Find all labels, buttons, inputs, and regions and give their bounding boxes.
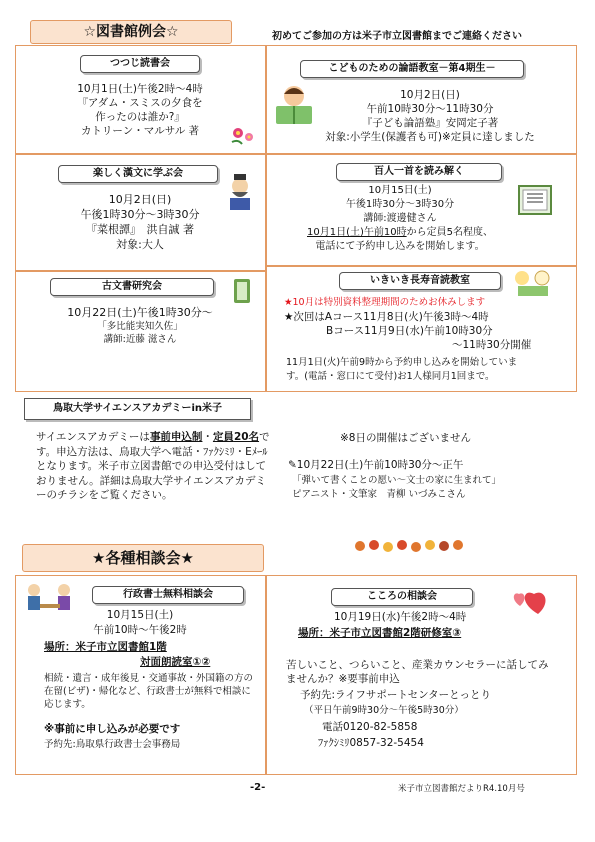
grid-divider-right-1 (265, 153, 577, 155)
kokoro-tel: 電話0120-82-5858 (322, 721, 418, 733)
science-body-u2: 定員 (212, 431, 234, 443)
science-body-mid: ・ (202, 431, 213, 443)
grid-divider-vertical (265, 45, 267, 392)
hyakunin-apply-rest: から定員5名程度、 (406, 227, 493, 238)
ikiiki-next-a: ★次回はAコース11月8日(火)午後3時～4時 (284, 311, 489, 323)
autumn-leaves-icon (352, 536, 472, 556)
rongo-time: 午前10時30分～11時30分 (366, 103, 494, 115)
ikiiki-title: いきいき長寿音読教室 (339, 272, 501, 290)
hyakunin-apply-date: 10月1日(土)午前10時 (307, 227, 407, 238)
kanbun-info (20, 192, 260, 252)
kokoro-body: 苦しいこと、つらいこと、産業カウンセラーに話してみませんか？※要事前申込 (286, 659, 549, 685)
science-body-rest: です。申込方法は、鳥取大学へ電話・ﾌｧｸｼﾐﾘ・Eﾒｰﾙとなります。米子市立図書館での申込受付はしておりません。詳細は鳥取大学サイエンスアカデミーのチラシをご覧ください。 (36, 431, 270, 501)
kokoro-date: 10月19日(水)午後2時～4時 (334, 611, 467, 623)
science-body (36, 430, 272, 503)
gyosei-title: 行政書士無料相談会 (92, 586, 244, 604)
consultations-divider (265, 575, 267, 775)
hyakunin-title: 百人一首を読み解く (336, 163, 502, 181)
kanbun-date: 10月2日(日) (108, 193, 172, 206)
hyakunin-time: 午後1時30分～3時30分 (345, 199, 455, 210)
kobunsho-info (20, 305, 260, 346)
rongo-info (290, 88, 570, 144)
rongo-date: 10月2日(日) (400, 89, 460, 101)
rongo-target: 対象:小学生(保護者も可)※定員に達しました (325, 131, 535, 143)
flower-icon (228, 122, 258, 148)
scroll-icon (228, 276, 256, 306)
section-title-library-meetings: ☆図書館例会☆ (30, 20, 232, 44)
science-body-u3: 20名 (233, 431, 260, 443)
tsutsuji-author: カトリーン・マルサル 著 (80, 125, 200, 137)
science-body-u1: 事前申込制 (149, 431, 203, 443)
kobunsho-title: 古文書研究会 (50, 278, 214, 296)
kokoro-contact: 予約先:ライフサポートセンターとっとり (300, 689, 491, 701)
kokoro-title: こころの相談会 (331, 588, 473, 606)
hearts-icon (510, 584, 556, 620)
ikiiki-notice: ★10月は特別資料整理期間のためお休みします (284, 297, 486, 308)
rongo-book: 『子ども論語塾』安岡定子著 (361, 117, 499, 129)
science-body-pre: サイエンスアカデミーは (36, 431, 150, 443)
gyosei-room: 対面朗読室①② (140, 656, 211, 668)
kanbun-time: 午後1時30分～3時30分 (80, 208, 200, 221)
section-title-consultations: ★各種相談会★ (22, 544, 264, 572)
gyosei-body: 相続・遺言・成年後見・交通事故・外国籍の方の在留(ビザ)・帰化など、行政書士が無料で相談に応じます。 (44, 673, 254, 710)
issue-label: 米子市立図書館だよりR4.10月号 (398, 784, 525, 794)
gyosei-place: 場所：米子市立図書館1階 (44, 641, 167, 653)
ikiiki-apply1: 11月1日(火)午前9時から予約申し込みを開始していま (286, 357, 518, 368)
hyakunin-info (280, 184, 520, 254)
tsutsuji-book2: 作ったのは誰か?』 (95, 111, 185, 123)
hyakunin-date: 10月15日(土) (368, 185, 432, 196)
tsutsuji-date: 10月1日(土)午後2時～4時 (77, 83, 203, 95)
tsutsuji-book1: 『アダム・スミスの夕食を (77, 97, 203, 109)
first-time-notice: 初めてご参加の方は米子市立図書館までご連絡ください (272, 31, 522, 42)
kanbun-book: 『菜根譚』 洪自誠 著 (86, 223, 194, 236)
kokoro-place: 場所：米子市立図書館2階研修室③ (298, 627, 462, 639)
kobunsho-date: 10月22日(土)午後1時30分～ (67, 306, 213, 319)
hyakunin-apply (280, 226, 520, 240)
science-event-date: ✎10月22日(土)午前10時30分～正午 (288, 459, 464, 471)
science-no8: ※8日の開催はございません (340, 432, 471, 444)
kokoro-fax: ﾌｧｸｼﾐﾘ0857-32-5454 (318, 737, 424, 749)
science-title: 鳥取大学サイエンスアカデミーin米子 (24, 398, 251, 420)
gyosei-contact: 予約先:鳥取県行政書士会事務局 (44, 739, 181, 750)
grid-divider-left-1 (15, 153, 266, 155)
grid-divider-left-2 (15, 270, 266, 272)
gyosei-date: 10月15日(土) (106, 609, 174, 621)
science-event-lecturer: ピアニスト・文筆家 青柳 いづみこさん (292, 489, 466, 500)
kanbun-target: 対象:大人 (116, 238, 164, 251)
kokoro-hours: （平日午前9時30分～午後5時30分） (304, 705, 464, 716)
kobunsho-book: 「多比能実知久佐」 (97, 321, 183, 332)
tsutsuji-title: つつじ読書会 (80, 55, 200, 73)
rongo-title: こどものための論語教室－第4期生－ (300, 60, 524, 78)
gyosei-reserve: ※事前に申し込みが必要です (44, 723, 181, 735)
page-number: -2- (250, 782, 266, 793)
gyosei-time: 午前10時～午後2時 (93, 624, 187, 636)
karuta-icon (515, 180, 557, 220)
ikiiki-apply2: す。(電話・窓口にて受付)お1人様同月1回まで。 (286, 371, 495, 382)
ikiiki-next-b2: ～11時30分開催 (452, 339, 532, 351)
kobunsho-lecturer: 講師:近藤 滋さん (103, 334, 177, 345)
ikiiki-next-b: Bコース11月9日(水)午前10時30分 (326, 325, 493, 337)
hyakunin-apply2: 電話にて予約申し込みを開始します。 (315, 241, 485, 252)
elderly-reading-icon (510, 266, 556, 298)
tsutsuji-info (20, 82, 260, 138)
kanbun-title: 楽しく漢文に学ぶ会 (58, 165, 218, 183)
hyakunin-lecturer: 講師:渡邊健さん (363, 213, 437, 224)
science-event-title: 「弾いて書くことの愿い～文士の家に生まれて」 (292, 475, 502, 486)
